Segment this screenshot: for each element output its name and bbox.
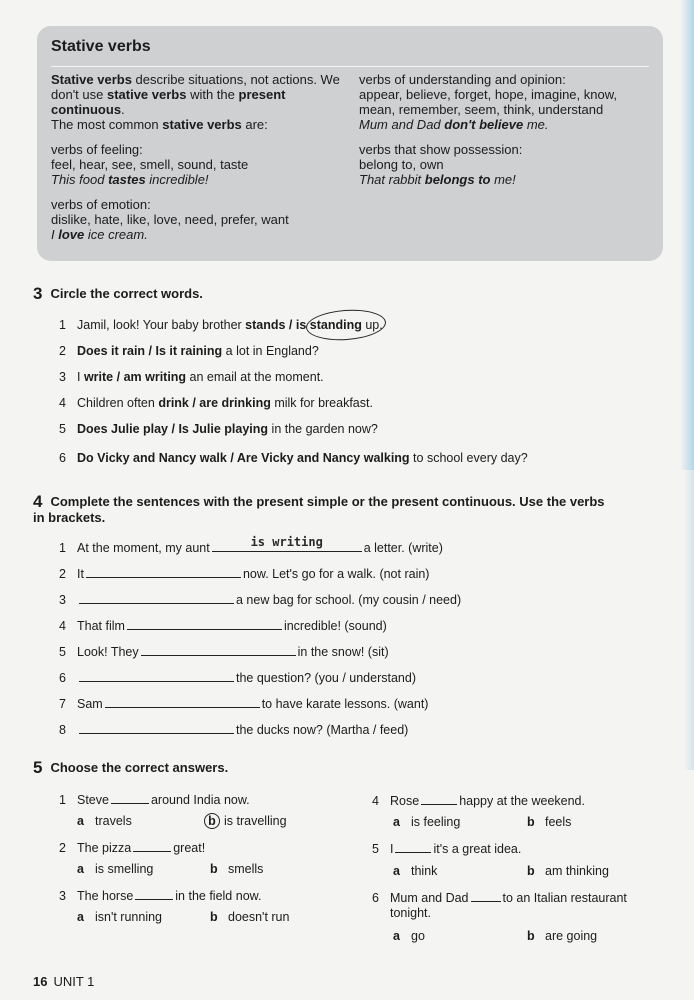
answer-blank[interactable]	[141, 644, 296, 656]
grammar-box-right-column	[359, 72, 653, 252]
ex5-q3-option-b[interactable]: b doesn't run	[210, 910, 290, 924]
ex5-q5-option-a[interactable]: a think	[393, 864, 438, 878]
ex4-item-6: 6 the question? (you / understand)	[59, 671, 416, 685]
ex5-question-4: 4 Rose happy at the weekend.	[372, 794, 585, 808]
ex5-q2-option-a[interactable]: a is smelling	[77, 862, 154, 876]
ex4-item-4: 4 That film incredible! (sound)	[59, 619, 387, 633]
exercise-5-title: 5 Choose the correct answers.	[33, 758, 229, 777]
answer-blank[interactable]	[86, 566, 241, 578]
ex5-q4-option-a[interactable]: a is feeling	[393, 815, 461, 829]
exercise-4-title: 4 Complete the sentences with the present simple or the present continuous. Use the verbs in brackets.	[33, 492, 605, 525]
ex3-item-6[interactable]: 6 Do Vicky and Nancy walk / Are Vicky and Nancy walking to school every day?	[59, 451, 528, 465]
ex5-q1-option-b[interactable]: b is travelling	[204, 813, 287, 829]
ex5-question-6-cont: tonight.	[390, 906, 432, 920]
page-edge-tint	[680, 0, 694, 470]
page-number: 16	[33, 974, 48, 989]
ex5-q5-option-b[interactable]: b am thinking	[527, 864, 609, 878]
grammar-box-left-column	[51, 72, 359, 252]
ex5-q6-option-a[interactable]: a go	[393, 929, 425, 943]
ex4-item-2: 2 It now. Let's go for a walk. (not rain)	[59, 567, 430, 581]
unit-label: UNIT 1	[53, 974, 95, 989]
answer-blank[interactable]	[105, 696, 260, 708]
ex3-item-3[interactable]: 3 I write / am writing an email at the moment.	[59, 370, 324, 384]
answer-blank[interactable]	[79, 670, 234, 682]
verbs-of-understanding: verbs of understanding and opinion: appear, believe, forget, hope, imagine, know, mean, remember, seem, think, understand Mum and Dad don't believe me.	[359, 72, 618, 132]
ex4-item-3: 3 a new bag for school. (my cousin / need)	[59, 593, 462, 607]
ex4-item-8: 8 the ducks now? (Martha / feed)	[59, 723, 409, 737]
grammar-intro: Stative verbs describe situations, not actions. We don't use stative verbs with the present continuous. The most common stative verbs are:	[51, 72, 340, 132]
ex5-q1-option-a[interactable]: a travels	[77, 814, 132, 828]
ex4-item-7: 7 Sam to have karate lessons. (want)	[59, 697, 429, 711]
answer-blank	[135, 888, 173, 900]
ex4-item-5: 5 Look! They in the snow! (sit)	[59, 645, 389, 659]
ex3-item-2[interactable]: 2 Does it rain / Is it raining a lot in England?	[59, 344, 319, 358]
ex5-question-5: 5 I it's a great idea.	[372, 842, 522, 856]
grammar-box-divider	[51, 66, 649, 67]
answer-blank[interactable]	[79, 722, 234, 734]
answer-blank	[421, 793, 457, 805]
answer-blank[interactable]	[212, 535, 362, 552]
answer-blank	[471, 890, 501, 902]
ex5-q3-option-a[interactable]: a isn't running	[77, 910, 163, 924]
page-edge-tint-lower	[684, 470, 694, 770]
answer-blank[interactable]	[127, 618, 282, 630]
page-footer	[33, 974, 94, 989]
answer-blank	[133, 840, 171, 852]
ex3-item-5[interactable]: 5 Does Julie play / Is Julie playing in the garden now?	[59, 422, 378, 436]
ex5-question-3: 3 The horse in the field now.	[59, 889, 262, 903]
ex4-item-1: 1 At the moment, my aunt is writing a letter. (write)	[59, 535, 443, 555]
ex5-q4-option-b[interactable]: b feels	[527, 815, 572, 829]
ex5-q2-option-b[interactable]: b smells	[210, 862, 264, 876]
answer-blank	[395, 841, 431, 853]
circled-answer-mark: b	[204, 813, 220, 829]
ex3-item-4[interactable]: 4 Children often drink / are drinking milk for breakfast.	[59, 396, 373, 410]
verbs-of-feeling: verbs of feeling: feel, hear, see, smell, sound, taste This food tastes incredible!	[51, 142, 249, 187]
stative-verbs-grammar-box	[37, 26, 663, 261]
ex5-question-6: 6 Mum and Dad to an Italian restaurant	[372, 891, 627, 905]
ex3-item-1[interactable]: 1 Jamil, look! Your baby brother stands / is standing up.	[59, 318, 383, 332]
handwritten-answer: is writing	[250, 535, 323, 549]
exercise-3-title: 3 Circle the correct words.	[33, 284, 203, 303]
ex5-q6-option-b[interactable]: b are going	[527, 929, 598, 943]
ex5-question-2: 2 The pizza great!	[59, 841, 206, 855]
answer-blank[interactable]	[79, 592, 234, 604]
grammar-box-title: Stative verbs	[51, 38, 151, 55]
ex5-question-1: 1 Steve around India now.	[59, 793, 250, 807]
verbs-of-possession: verbs that show possession: belong to, own That rabbit belongs to me!	[359, 142, 523, 187]
verbs-of-emotion: verbs of emotion: dislike, hate, like, love, need, prefer, want I love ice cream.	[51, 197, 289, 242]
answer-blank	[111, 792, 149, 804]
